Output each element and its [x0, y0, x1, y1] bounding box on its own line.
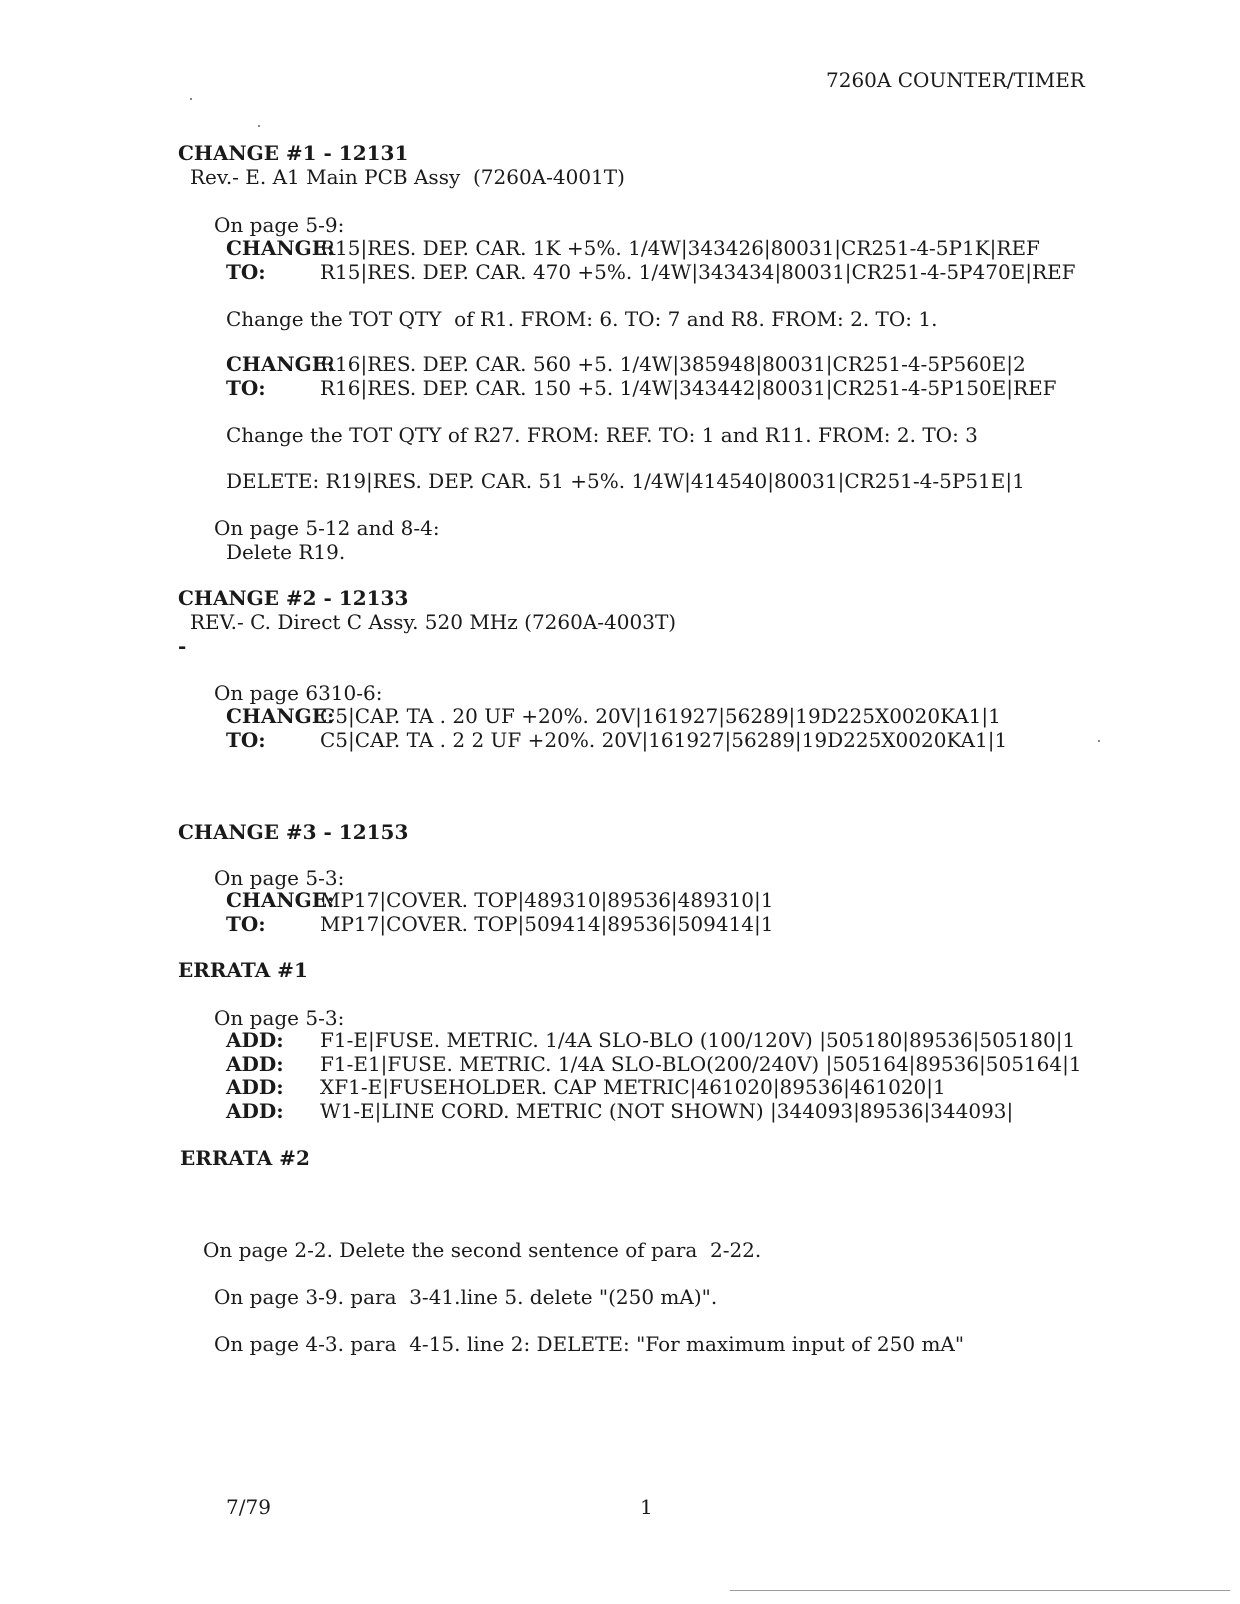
errata-1-add-row-text: F1-E|FUSE. METRIC. 1/4A SLO-BLO (100/120V) |505180|89536|505180|1	[320, 1028, 1076, 1052]
change-1-row-1-to	[226, 260, 1076, 284]
errata-1-add-row	[226, 1052, 1082, 1076]
errata-2-note: On page 4-3. para 4-15. line 2: DELETE: "For maximum input of 250 mA"	[214, 1332, 965, 1356]
add-label: ADD:	[226, 1099, 284, 1123]
change-3-row-to	[226, 912, 773, 936]
add-label: ADD:	[226, 1052, 284, 1076]
change-label: CHANGE:	[226, 704, 335, 728]
errata-2-note: On page 2-2. Delete the second sentence of para 2-22.	[203, 1238, 762, 1262]
to-label: TO:	[226, 728, 266, 752]
change-1-row-2-to	[226, 376, 1057, 400]
to-label: TO:	[226, 260, 266, 284]
to-label: TO:	[226, 376, 266, 400]
change-2-heading: CHANGE #2 - 12133	[178, 586, 409, 610]
change-1-row-2-to-text: R16|RES. DEP. CAR. 150 +5. 1/4W|343442|80031|CR251-4-5P150E|REF	[320, 376, 1057, 400]
change-1-qty-note-2: Change the TOT QTY of R27. FROM: REF. TO: 1 and R11. FROM: 2. TO: 3	[226, 423, 978, 447]
change-2-row-to	[226, 728, 1007, 752]
change-3-row-from-text: MP17|COVER. TOP|489310|89536|489310|1	[320, 888, 774, 912]
change-3-heading: CHANGE #3 - 12153	[178, 820, 409, 844]
change-1-subtitle: Rev.- E. A1 Main PCB Assy (7260A-4001T)	[190, 165, 625, 189]
add-label: ADD:	[226, 1028, 284, 1052]
change-3-row-to-text: MP17|COVER. TOP|509414|89536|509414|1	[320, 912, 774, 936]
change-3-row-from	[226, 888, 773, 912]
change-2-row-to-text: C5|CAP. TA . 2 2 UF +20%. 20V|161927|56289|19D225X0020KA1|1	[320, 728, 1008, 752]
change-1-heading: CHANGE #1 - 12131	[178, 141, 409, 165]
change-1-row-1-from-text: R15|RES. DEP. CAR. 1K +5%. 1/4W|343426|80031|CR251-4-5P1K|REF	[320, 236, 1040, 260]
change-1-row-2-from	[226, 352, 1026, 376]
errata-1-page-ref: On page 5-3:	[214, 1006, 345, 1030]
scan-edge-line	[730, 1590, 1230, 1591]
change-1-page-ref: On page 5-9:	[214, 213, 345, 237]
change-3-page-ref: On page 5-3:	[214, 866, 345, 890]
page-number: 1	[640, 1495, 653, 1519]
change-1-row-2-from-text: R16|RES. DEP. CAR. 560 +5. 1/4W|385948|80031|CR251-4-5P560E|2	[320, 352, 1026, 376]
errata-2-heading: ERRATA #2	[180, 1146, 310, 1170]
errata-1-add-row-text: W1-E|LINE CORD. METRIC (NOT SHOWN) |344093|89536|344093|	[320, 1099, 1014, 1123]
change-label: CHANGE:	[226, 352, 335, 376]
change-1-delete-line: DELETE: R19|RES. DEP. CAR. 51 +5%. 1/4W|414540|80031|CR251-4-5P51E|1	[226, 469, 1025, 493]
errata-1-add-row	[226, 1028, 1075, 1052]
add-label: ADD:	[226, 1075, 284, 1099]
to-label: TO:	[226, 912, 266, 936]
change-label: CHANGE:	[226, 888, 335, 912]
change-1-qty-note-1: Change the TOT QTY of R1. FROM: 6. TO: 7 and R8. FROM: 2. TO: 1.	[226, 307, 938, 331]
scan-speck	[258, 125, 260, 127]
errata-1-add-row-text: XF1-E|FUSEHOLDER. CAP METRIC|461020|89536|461020|1	[320, 1075, 946, 1099]
change-2-subtitle: REV.- C. Direct C Assy. 520 MHz (7260A-4003T)	[190, 610, 677, 634]
change-1-row-1-to-text: R15|RES. DEP. CAR. 470 +5%. 1/4W|343434|80031|CR251-4-5P470E|REF	[320, 260, 1076, 284]
scan-speck	[190, 98, 192, 100]
errata-1-heading: ERRATA #1	[178, 958, 308, 982]
change-2-row-from	[226, 704, 1001, 728]
footer-date: 7/79	[226, 1495, 271, 1519]
errata-2-note: On page 3-9. para 3-41.line 5. delete "(250 mA)".	[214, 1285, 718, 1309]
errata-1-add-row-text: F1-E1|FUSE. METRIC. 1/4A SLO-BLO(200/240V) |505164|89536|505164|1	[320, 1052, 1082, 1076]
change-1-delete-note: Delete R19.	[226, 540, 346, 564]
document-header: 7260A COUNTER/TIMER	[826, 68, 1085, 92]
scan-speck	[1098, 740, 1100, 742]
change-2-page-ref: On page 6310-6:	[214, 681, 383, 705]
change-label: CHANGE:	[226, 236, 335, 260]
change-1-row-1-from	[226, 236, 1040, 260]
change-2-dash: -	[178, 634, 187, 658]
errata-1-add-row	[226, 1099, 1013, 1123]
change-2-row-from-text: C5|CAP. TA . 20 UF +20%. 20V|161927|56289|19D225X0020KA1|1	[320, 704, 1001, 728]
errata-1-add-row	[226, 1075, 946, 1099]
change-1-page-ref-2: On page 5-12 and 8-4:	[214, 516, 440, 540]
